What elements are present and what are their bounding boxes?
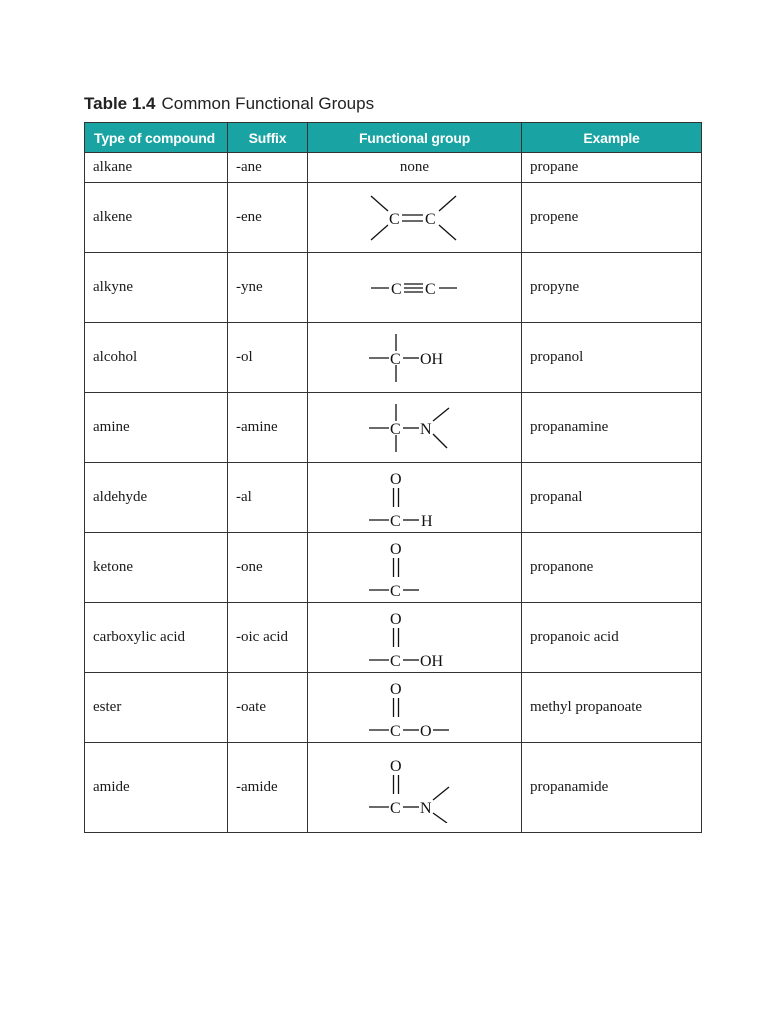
column-header-type: Type of compound bbox=[85, 123, 228, 153]
svg-text:H: H bbox=[420, 512, 433, 529]
carboxylic-acid-structure-icon bbox=[355, 607, 475, 669]
aldehyde-structure-icon bbox=[355, 467, 475, 529]
svg-text:C: C bbox=[389, 350, 401, 368]
functional-group-cell bbox=[308, 673, 522, 743]
compound-type-cell: ketone bbox=[85, 533, 228, 603]
table-row bbox=[85, 673, 702, 743]
suffix-cell: -yne bbox=[228, 253, 308, 323]
suffix-cell: -ane bbox=[228, 153, 308, 183]
example-cell: propene bbox=[522, 183, 702, 253]
table-row bbox=[85, 463, 702, 533]
suffix-cell: -amide bbox=[228, 743, 308, 833]
example-cell: methyl propanoate bbox=[522, 673, 702, 743]
example-cell: propanone bbox=[522, 533, 702, 603]
example-cell: propanamine bbox=[522, 393, 702, 463]
table-header-row bbox=[85, 123, 702, 153]
column-header-example: Example bbox=[522, 123, 702, 153]
table-row bbox=[85, 323, 702, 393]
compound-type-cell: amide bbox=[85, 743, 228, 833]
compound-type-cell: aldehyde bbox=[85, 463, 228, 533]
svg-text:C: C bbox=[424, 210, 436, 228]
functional-group-cell bbox=[308, 323, 522, 393]
amide-structure-icon bbox=[355, 753, 475, 823]
functional-groups-table bbox=[84, 122, 702, 833]
svg-text:O: O bbox=[389, 470, 402, 488]
suffix-cell: -one bbox=[228, 533, 308, 603]
svg-text:C: C bbox=[424, 280, 436, 298]
svg-text:C: C bbox=[389, 652, 401, 669]
table-row bbox=[85, 533, 702, 603]
svg-text:C: C bbox=[389, 582, 401, 599]
alkene-structure-icon bbox=[355, 188, 475, 248]
table-caption bbox=[84, 94, 374, 114]
alkyne-structure-icon bbox=[355, 258, 475, 318]
table-row bbox=[85, 183, 702, 253]
compound-type-cell: alcohol bbox=[85, 323, 228, 393]
functional-group-text: none bbox=[399, 159, 430, 175]
table-row bbox=[85, 603, 702, 673]
compound-type-cell: amine bbox=[85, 393, 228, 463]
table-number: Table 1.4 bbox=[84, 94, 156, 113]
amine-structure-icon bbox=[355, 398, 475, 458]
column-header-functional-group: Functional group bbox=[308, 123, 522, 153]
functional-group-cell bbox=[308, 183, 522, 253]
example-cell: propanoic acid bbox=[522, 603, 702, 673]
functional-group-cell bbox=[308, 153, 522, 183]
suffix-cell: -amine bbox=[228, 393, 308, 463]
svg-text:N: N bbox=[419, 420, 432, 438]
svg-text:O: O bbox=[419, 722, 432, 739]
svg-text:C: C bbox=[389, 512, 401, 529]
suffix-cell: -oate bbox=[228, 673, 308, 743]
compound-type-cell: ester bbox=[85, 673, 228, 743]
svg-text:O: O bbox=[389, 540, 402, 558]
svg-text:C: C bbox=[389, 722, 401, 739]
table-row bbox=[85, 393, 702, 463]
functional-group-cell bbox=[308, 743, 522, 833]
svg-text:O: O bbox=[389, 610, 402, 628]
example-cell: propane bbox=[522, 153, 702, 183]
alcohol-structure-icon bbox=[355, 328, 475, 388]
functional-group-cell bbox=[308, 253, 522, 323]
suffix-cell: -oic acid bbox=[228, 603, 308, 673]
svg-text:C: C bbox=[389, 420, 401, 438]
svg-text:O: O bbox=[389, 757, 402, 775]
suffix-cell: -al bbox=[228, 463, 308, 533]
svg-text:OH: OH bbox=[419, 652, 443, 669]
functional-group-cell bbox=[308, 603, 522, 673]
svg-text:O: O bbox=[389, 680, 402, 698]
svg-text:C: C bbox=[388, 210, 400, 228]
svg-text:N: N bbox=[419, 799, 432, 817]
suffix-cell: -ene bbox=[228, 183, 308, 253]
functional-group-cell bbox=[308, 533, 522, 603]
functional-group-cell bbox=[308, 463, 522, 533]
compound-type-cell: alkyne bbox=[85, 253, 228, 323]
ester-structure-icon bbox=[355, 677, 475, 739]
compound-type-cell: alkane bbox=[85, 153, 228, 183]
example-cell: propanamide bbox=[522, 743, 702, 833]
compound-type-cell: carboxylic acid bbox=[85, 603, 228, 673]
svg-text:OH: OH bbox=[419, 350, 443, 368]
example-cell: propanol bbox=[522, 323, 702, 393]
svg-text:C: C bbox=[390, 280, 402, 298]
table-row bbox=[85, 743, 702, 833]
svg-text:C: C bbox=[389, 799, 401, 817]
example-cell: propyne bbox=[522, 253, 702, 323]
suffix-cell: -ol bbox=[228, 323, 308, 393]
column-header-suffix: Suffix bbox=[228, 123, 308, 153]
compound-type-cell: alkene bbox=[85, 183, 228, 253]
table-row bbox=[85, 253, 702, 323]
table-title: Common Functional Groups bbox=[161, 94, 375, 113]
table-row bbox=[85, 153, 702, 183]
example-cell: propanal bbox=[522, 463, 702, 533]
functional-group-cell bbox=[308, 393, 522, 463]
ketone-structure-icon bbox=[355, 537, 475, 599]
